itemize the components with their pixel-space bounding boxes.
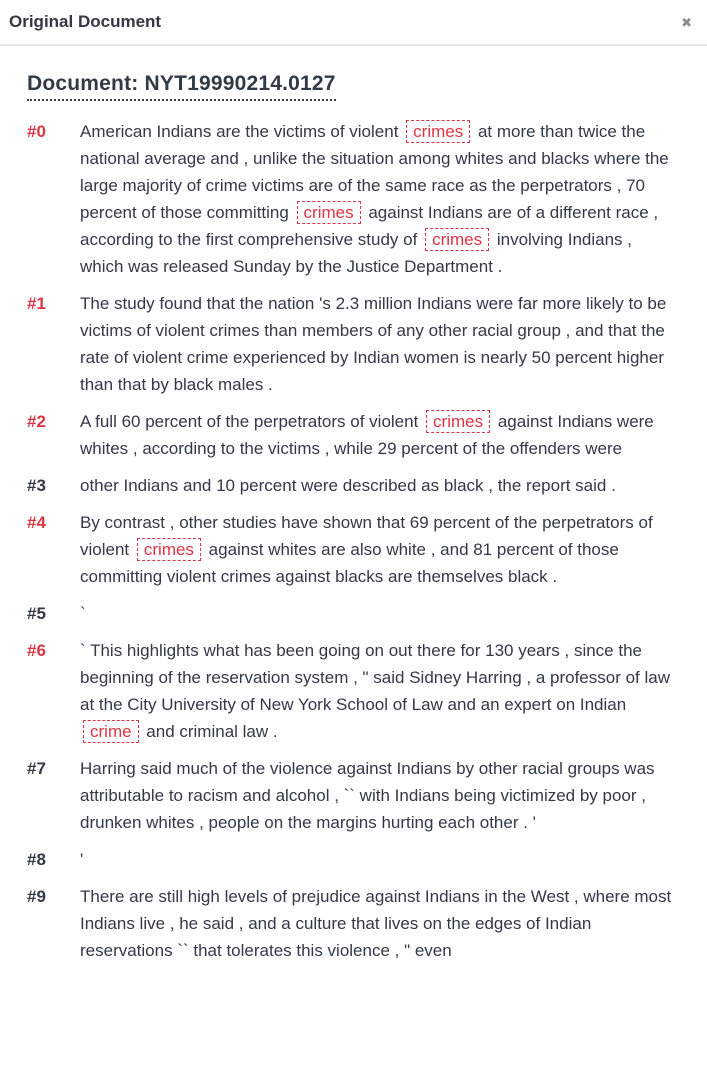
sentence-marker: #0 xyxy=(27,122,46,141)
sentence-text: Harring said much of the violence against Indians by other racial groups was attributable to racism and alcohol , `` with Indians being victimized by poor , drunken whites , people on the margins hurting each other . ' xyxy=(80,759,655,832)
sentence-text: American Indians are the victims of violent crimes at more than twice the national average and , unlike the situation among whites and blacks where the large majority of crime victims are of the same race as the perpetrators , 70 percent of those committing crimes against Indians are of a different race , according to the first comprehensive study of crimes involving Indians , which was released Sunday by the Justice Department . xyxy=(80,122,669,276)
modal-title: Original Document xyxy=(9,12,162,31)
sentence-text: ' xyxy=(80,850,84,869)
sentence-marker: #6 xyxy=(27,641,46,660)
sentence-list xyxy=(27,118,680,964)
modal-body[interactable] xyxy=(0,46,707,974)
keyword-highlight: crimes xyxy=(426,410,490,433)
sentence-text: There are still high levels of prejudice against Indians in the West , where most Indians live , he said , and a culture that lives on the edges of Indian reservations `` that tolerates this violence , " even xyxy=(80,887,672,960)
sentence-row xyxy=(27,755,680,836)
sentence-row xyxy=(27,846,680,873)
sentence-marker: #2 xyxy=(27,412,46,431)
sentence-text: other Indians and 10 percent were described as black , the report said . xyxy=(80,476,616,495)
sentence-text: ` xyxy=(80,604,86,623)
sentence-marker: #8 xyxy=(27,850,46,869)
sentence-marker: #9 xyxy=(27,887,46,906)
close-icon[interactable]: ✖ xyxy=(681,14,692,30)
sentence-row xyxy=(27,290,680,398)
sentence-row xyxy=(27,408,680,462)
sentence-marker: #4 xyxy=(27,513,46,532)
keyword-highlight: crimes xyxy=(425,228,489,251)
sentence-row xyxy=(27,118,680,280)
sentence-text: The study found that the nation 's 2.3 million Indians were far more likely to be victims of violent crimes than members of any other racial group , and that the rate of violent crime experienced by Indian women is nearly 50 percent higher than that by black males . xyxy=(80,294,667,394)
keyword-highlight: crimes xyxy=(406,120,470,143)
sentence-row xyxy=(27,637,680,745)
sentence-row xyxy=(27,883,680,964)
document-heading: Document: NYT19990214.0127 xyxy=(27,72,336,101)
sentence-row xyxy=(27,509,680,590)
sentence-text: A full 60 percent of the perpetrators of violent crimes against Indians were whites , according to the victims , while 29 percent of the offenders were xyxy=(80,412,654,458)
keyword-highlight: crimes xyxy=(297,201,361,224)
sentence-text: By contrast , other studies have shown that 69 percent of the perpetrators of violent crimes against whites are also white , and 81 percent of those committing violent crimes against blacks are themselves black . xyxy=(80,513,653,586)
sentence-row xyxy=(27,600,680,627)
sentence-row xyxy=(27,472,680,499)
keyword-highlight: crimes xyxy=(137,538,201,561)
keyword-highlight: crime xyxy=(83,720,139,743)
sentence-marker: #5 xyxy=(27,604,46,623)
sentence-marker: #3 xyxy=(27,476,46,495)
modal-header xyxy=(0,0,707,46)
sentence-marker: #7 xyxy=(27,759,46,778)
sentence-text: ` This highlights what has been going on out there for 130 years , since the beginning of the reservation system , " said Sidney Harring , a professor of law at the City University of New York School of Law and an expert on Indian crime and criminal law . xyxy=(80,641,670,741)
sentence-marker: #1 xyxy=(27,294,46,313)
